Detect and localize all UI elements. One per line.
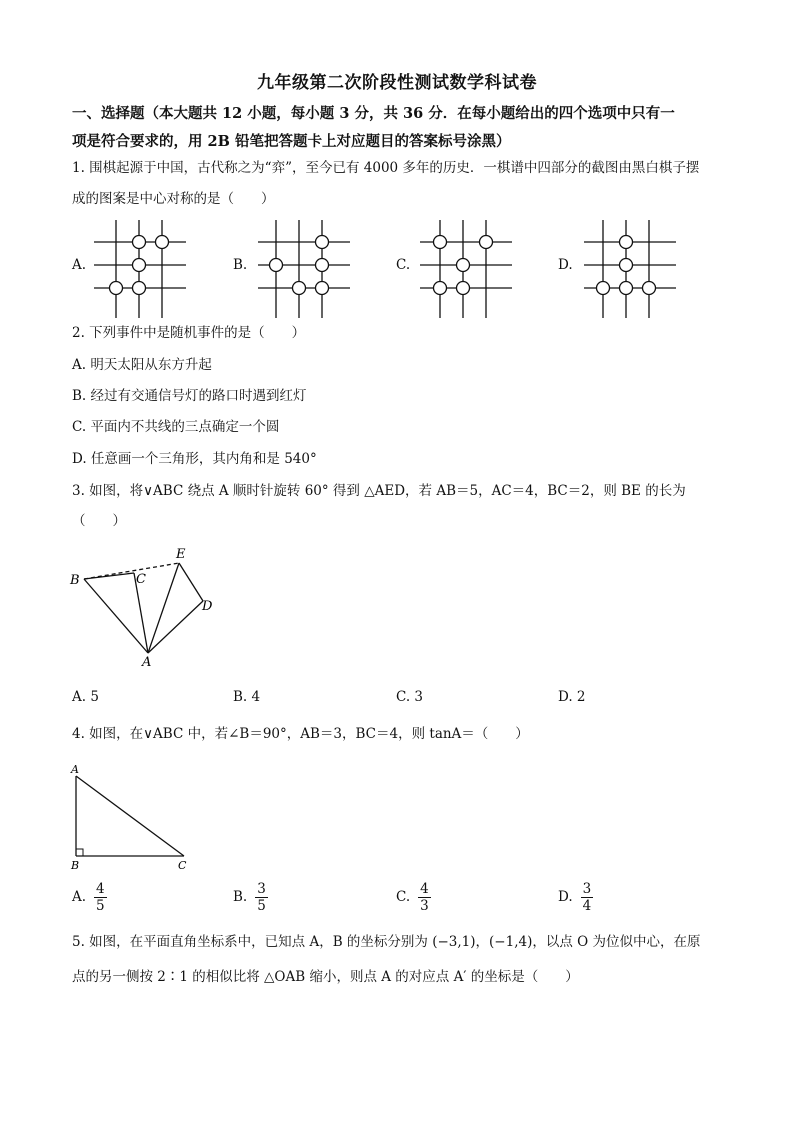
q4-option-d	[558, 881, 593, 914]
q3-option-a: A. 5	[72, 689, 99, 705]
q1-option-a-go-diagram	[90, 218, 190, 322]
q4-label-a: A	[71, 763, 79, 776]
q4-option-b-letter: B.	[233, 889, 248, 905]
q3-stem-line2: （ ）	[72, 513, 126, 529]
page-title: 九年级第二次阶段性测试数学科试卷	[257, 73, 537, 93]
q4-option-b-fraction	[255, 881, 268, 914]
q4-option-c-fraction	[418, 881, 431, 914]
q4-option-a-numerator: 4	[96, 881, 105, 897]
q4-option-d-numerator: 3	[582, 881, 592, 897]
q4-option-d-fraction	[581, 881, 594, 914]
q4-option-a-fraction	[94, 881, 107, 914]
q3-label-d: D	[202, 599, 213, 614]
q4-option-a-letter: A.	[72, 889, 87, 905]
q4-option-c-numerator: 4	[420, 881, 429, 897]
q3-label-e: E	[176, 547, 186, 562]
q3-rotation-figure	[66, 543, 226, 671]
section-heading-line1: 一、选择题（本大题共 12 小题，每小题 3 分，共 36 分．在每小题给出的四个选项中只有一	[72, 105, 675, 122]
q4-label-b: B	[71, 859, 80, 872]
q3-stem-line1: 3. 如图，将∨ABC 绕点 A 顺时针旋转 60° 得到 △AED，若 AB＝5，AC＝4，BC＝2，则 BE 的长为	[72, 483, 686, 499]
q3-label-c: C	[136, 572, 146, 587]
q1-option-d-label: D.	[558, 257, 573, 273]
q1-option-d-go-diagram	[580, 218, 680, 322]
q4-option-a	[72, 881, 107, 914]
q4-option-d-letter: D.	[558, 889, 573, 905]
q4-option-c-denominator: 3	[420, 898, 429, 914]
q5-stem-line1: 5. 如图，在平面直角坐标系中，已知点 A，B 的坐标分别为 (−3,1)，(−1,4)，以点 O 为位似中心，在原	[72, 934, 701, 950]
q3-option-b: B. 4	[233, 689, 261, 705]
q2-option-b: B. 经过有交通信号灯的路口时遇到红灯	[72, 388, 307, 404]
q3-option-c: C. 3	[396, 689, 424, 705]
q4-option-c	[396, 881, 431, 914]
q3-option-d: D. 2	[558, 689, 586, 705]
q1-option-c-label: C.	[396, 257, 411, 273]
q4-option-d-denominator: 4	[582, 898, 592, 914]
q4-right-triangle-figure	[66, 760, 196, 872]
q1-stem-line2: 成的图案是中心对称的是（ ）	[72, 191, 275, 207]
q2-option-c: C. 平面内不共线的三点确定一个圆	[72, 419, 280, 435]
q4-stem: 4. 如图，在∨ABC 中，若∠B＝90°，AB＝3，BC＝4，则 tanA＝（ ）	[72, 726, 529, 742]
q2-option-d: D. 任意画一个三角形，其内角和是 540°	[72, 451, 317, 467]
q1-option-b-go-diagram	[254, 218, 354, 322]
q4-option-a-denominator: 5	[96, 898, 105, 914]
q4-option-b-numerator: 3	[257, 881, 266, 897]
q3-label-a: A	[142, 655, 152, 670]
section-heading	[72, 100, 732, 156]
q4-option-b-denominator: 5	[257, 898, 266, 914]
q2-stem: 2. 下列事件中是随机事件的是（ ）	[72, 325, 306, 341]
q3-label-b: B	[70, 573, 80, 588]
q1-stem-line1: 1. 围棋起源于中国，古代称之为“弈”，至今已有 4000 多年的历史．一棋谱中四部分的截图由黑白棋子摆	[72, 160, 700, 176]
section-heading-line2: 项是符合要求的，用 2B 铅笔把答题卡上对应题目的答案标号涂黑）	[72, 133, 511, 150]
q1-option-b-label: B.	[233, 257, 248, 273]
q4-option-b	[233, 881, 268, 914]
q1-option-a-label: A.	[72, 257, 87, 273]
q1-option-c-go-diagram	[416, 218, 516, 322]
q4-label-c: C	[178, 859, 187, 872]
q2-option-a: A. 明天太阳从东方升起	[72, 357, 212, 373]
q5-stem-line2: 点的另一侧按 2∶1 的相似比将 △OAB 缩小，则点 A 的对应点 A′ 的坐标是（ ）	[72, 969, 579, 985]
q4-option-c-letter: C.	[396, 889, 411, 905]
